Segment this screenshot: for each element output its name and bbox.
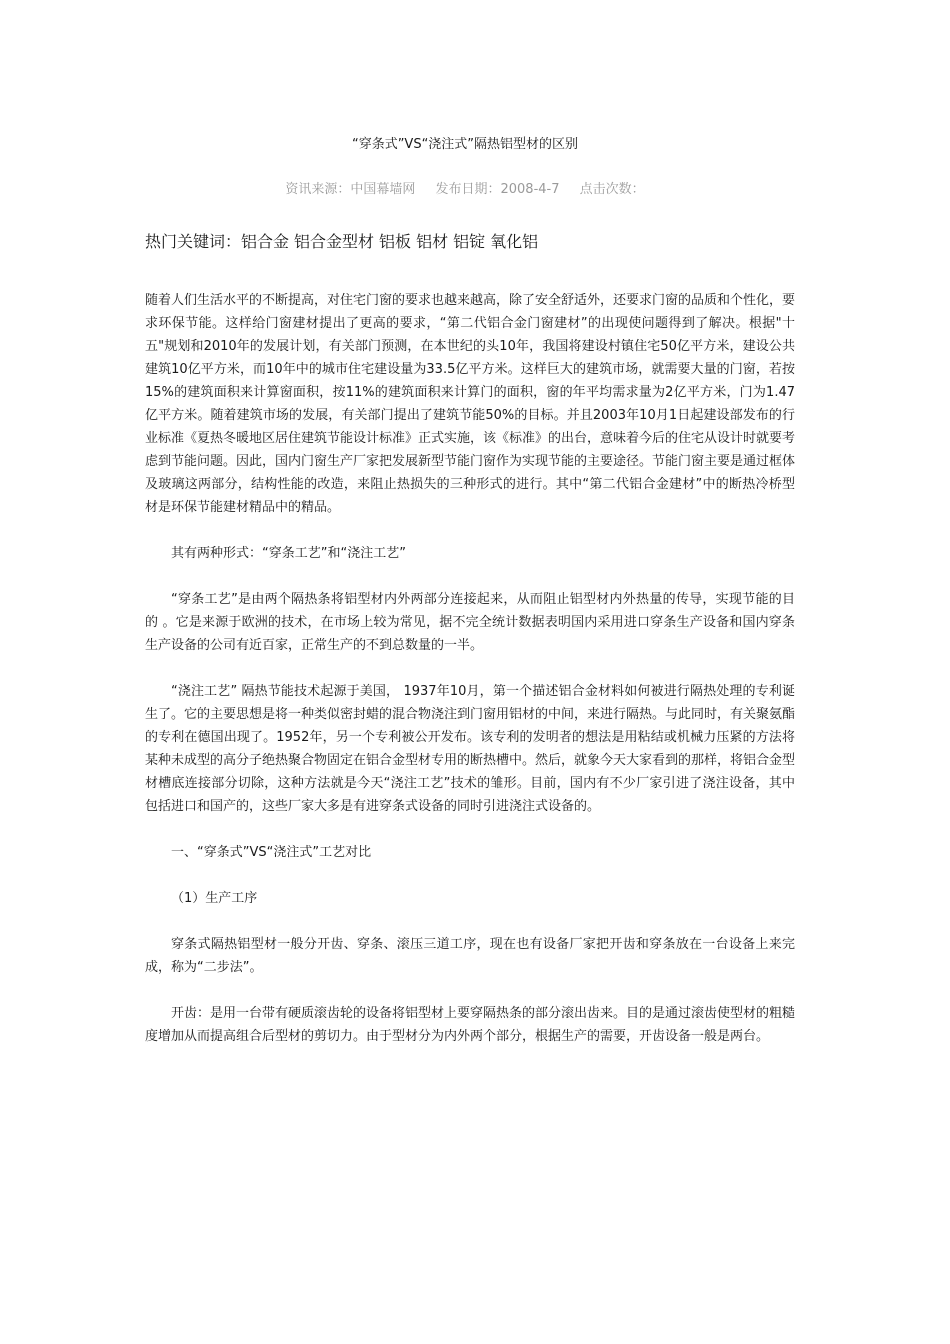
date-label: 发布日期：2008-4-7 [435,182,560,197]
keywords-label: 热门关键词： [145,232,242,251]
section-heading-comparison: 一、“穿条式”VS“浇注式”工艺对比 [171,845,372,860]
keyword-link[interactable]: 铝材 [416,232,449,251]
paragraph-knurling: 开齿：是用一台带有硬质滚齿轮的设备将铝型材上要穿隔热条的部分滚出齿来。目的是通过滚齿使型材的粗糙度增加从而提高组合后型材的剪切力。由于型材分为内外两个部分，根据生产的需要，开齿设备一般是两台。 [145,1006,796,1044]
hot-keywords [145,231,795,253]
paragraph-two-forms: 其有两种形式：“穿条工艺”和“浇注工艺” [171,546,406,561]
keyword-link[interactable]: 铝板 [379,232,412,251]
subsection-heading-production: （1）生产工序 [171,891,258,906]
keyword-link[interactable]: 氧化铝 [490,232,539,251]
paragraph-production-steps: 穿条式隔热铝型材一般分开齿、穿条、滚压三道工序，现在也有设备厂家把开齿和穿条放在一台设备上来完成，称为“二步法”。 [145,937,795,975]
paragraph-intro: 随着人们生活水平的不断提高，对住宅门窗的要求也越来越高，除了安全舒适外，还要求门窗的品质和个性化，要求环保节能。这样给门窗建材提出了更高的要求，“第二代铝合金门窗建材”的出现使问题得到了解决。根据"十五"规划和2010年的发展计划，有关部门预测，在本世纪的头10年，我国将建设村镇住宅50亿平方米，建设公共建筑10亿平方米，而10年中的城市住宅建设量为33.5亿平方米。这样巨大的建筑市场，就需要大量的门窗，若按15%的建筑面积来计算窗面积，按11%的建筑面积来计算门的面积，窗的年平均需求量为2亿平方米，门为1.47亿平方米。随着建筑市场的发展，有关部门提出了建筑节能50%的目标。并且2003年10月1日起建设部发布的行业标准《夏热冬暖地区居住建筑节能设计标准》正式实施，该《标准》的出台，意味着今后的住宅从设计时就要考虑到节能问题。因此，国内门窗生产厂家把发展新型节能门窗作为实现节能的主要途径。节能门窗主要是通过框体及玻璃这两部分，结构性能的改造，来阻止热损失的三种形式的进行。其中“第二代铝合金建材”中的断热冷桥型材是环保节能建材精品中的精品。 [145,293,796,515]
paragraph-pouring-process: “浇注工艺” 隔热节能技术起源于美国， 1937年10月，第一个描述铝合金材料如何被进行隔热处理的专利诞生了。它的主要思想是将一种类似密封蜡的混合物浇注到门窗用铝材的中间，来进行隔热。与此同时，有关聚氨酯的专利在德国出现了。1952年，另一个专利被公开发布。该专利的发明者的想法是用粘结或机械力压紧的方法将某种未成型的高分子绝热聚合物固定在铝合金型材专用的断热槽中。然后，就象今天大家看到的那样，将铝合金型材槽底连接部分切除，这种方法就是今天“浇注工艺”技术的雏形。目前，国内有不少厂家引进了浇注设备，其中包括进口和国产的，这些厂家大多是有进穿条式设备的同时引进浇注式设备的。 [145,684,796,814]
source-label: 资讯来源：中国幕墙网 [285,182,416,197]
clicks-label: 点击次数： [579,182,645,197]
paragraph-threading-process: “穿条工艺”是由两个隔热条将铝型材内外两部分连接起来，从而阻止铝型材内外热量的传导，实现节能的目的 。它是来源于欧洲的技术，在市场上较为常见，据不完全统计数据表明国内采用进口穿条生产设备和国内穿条生产设备的公司有近百家，正常生产的不到总数量的一半。 [145,592,795,653]
article-body [145,289,795,1071]
keyword-link[interactable]: 铝合金 [241,232,290,251]
article-meta [145,181,785,199]
keyword-link[interactable]: 铝锭 [453,232,486,251]
article-title: “穿条式”VS“浇注式”隔热铝型材的区别 [351,137,579,152]
keyword-link[interactable]: 铝合金型材 [294,232,375,251]
